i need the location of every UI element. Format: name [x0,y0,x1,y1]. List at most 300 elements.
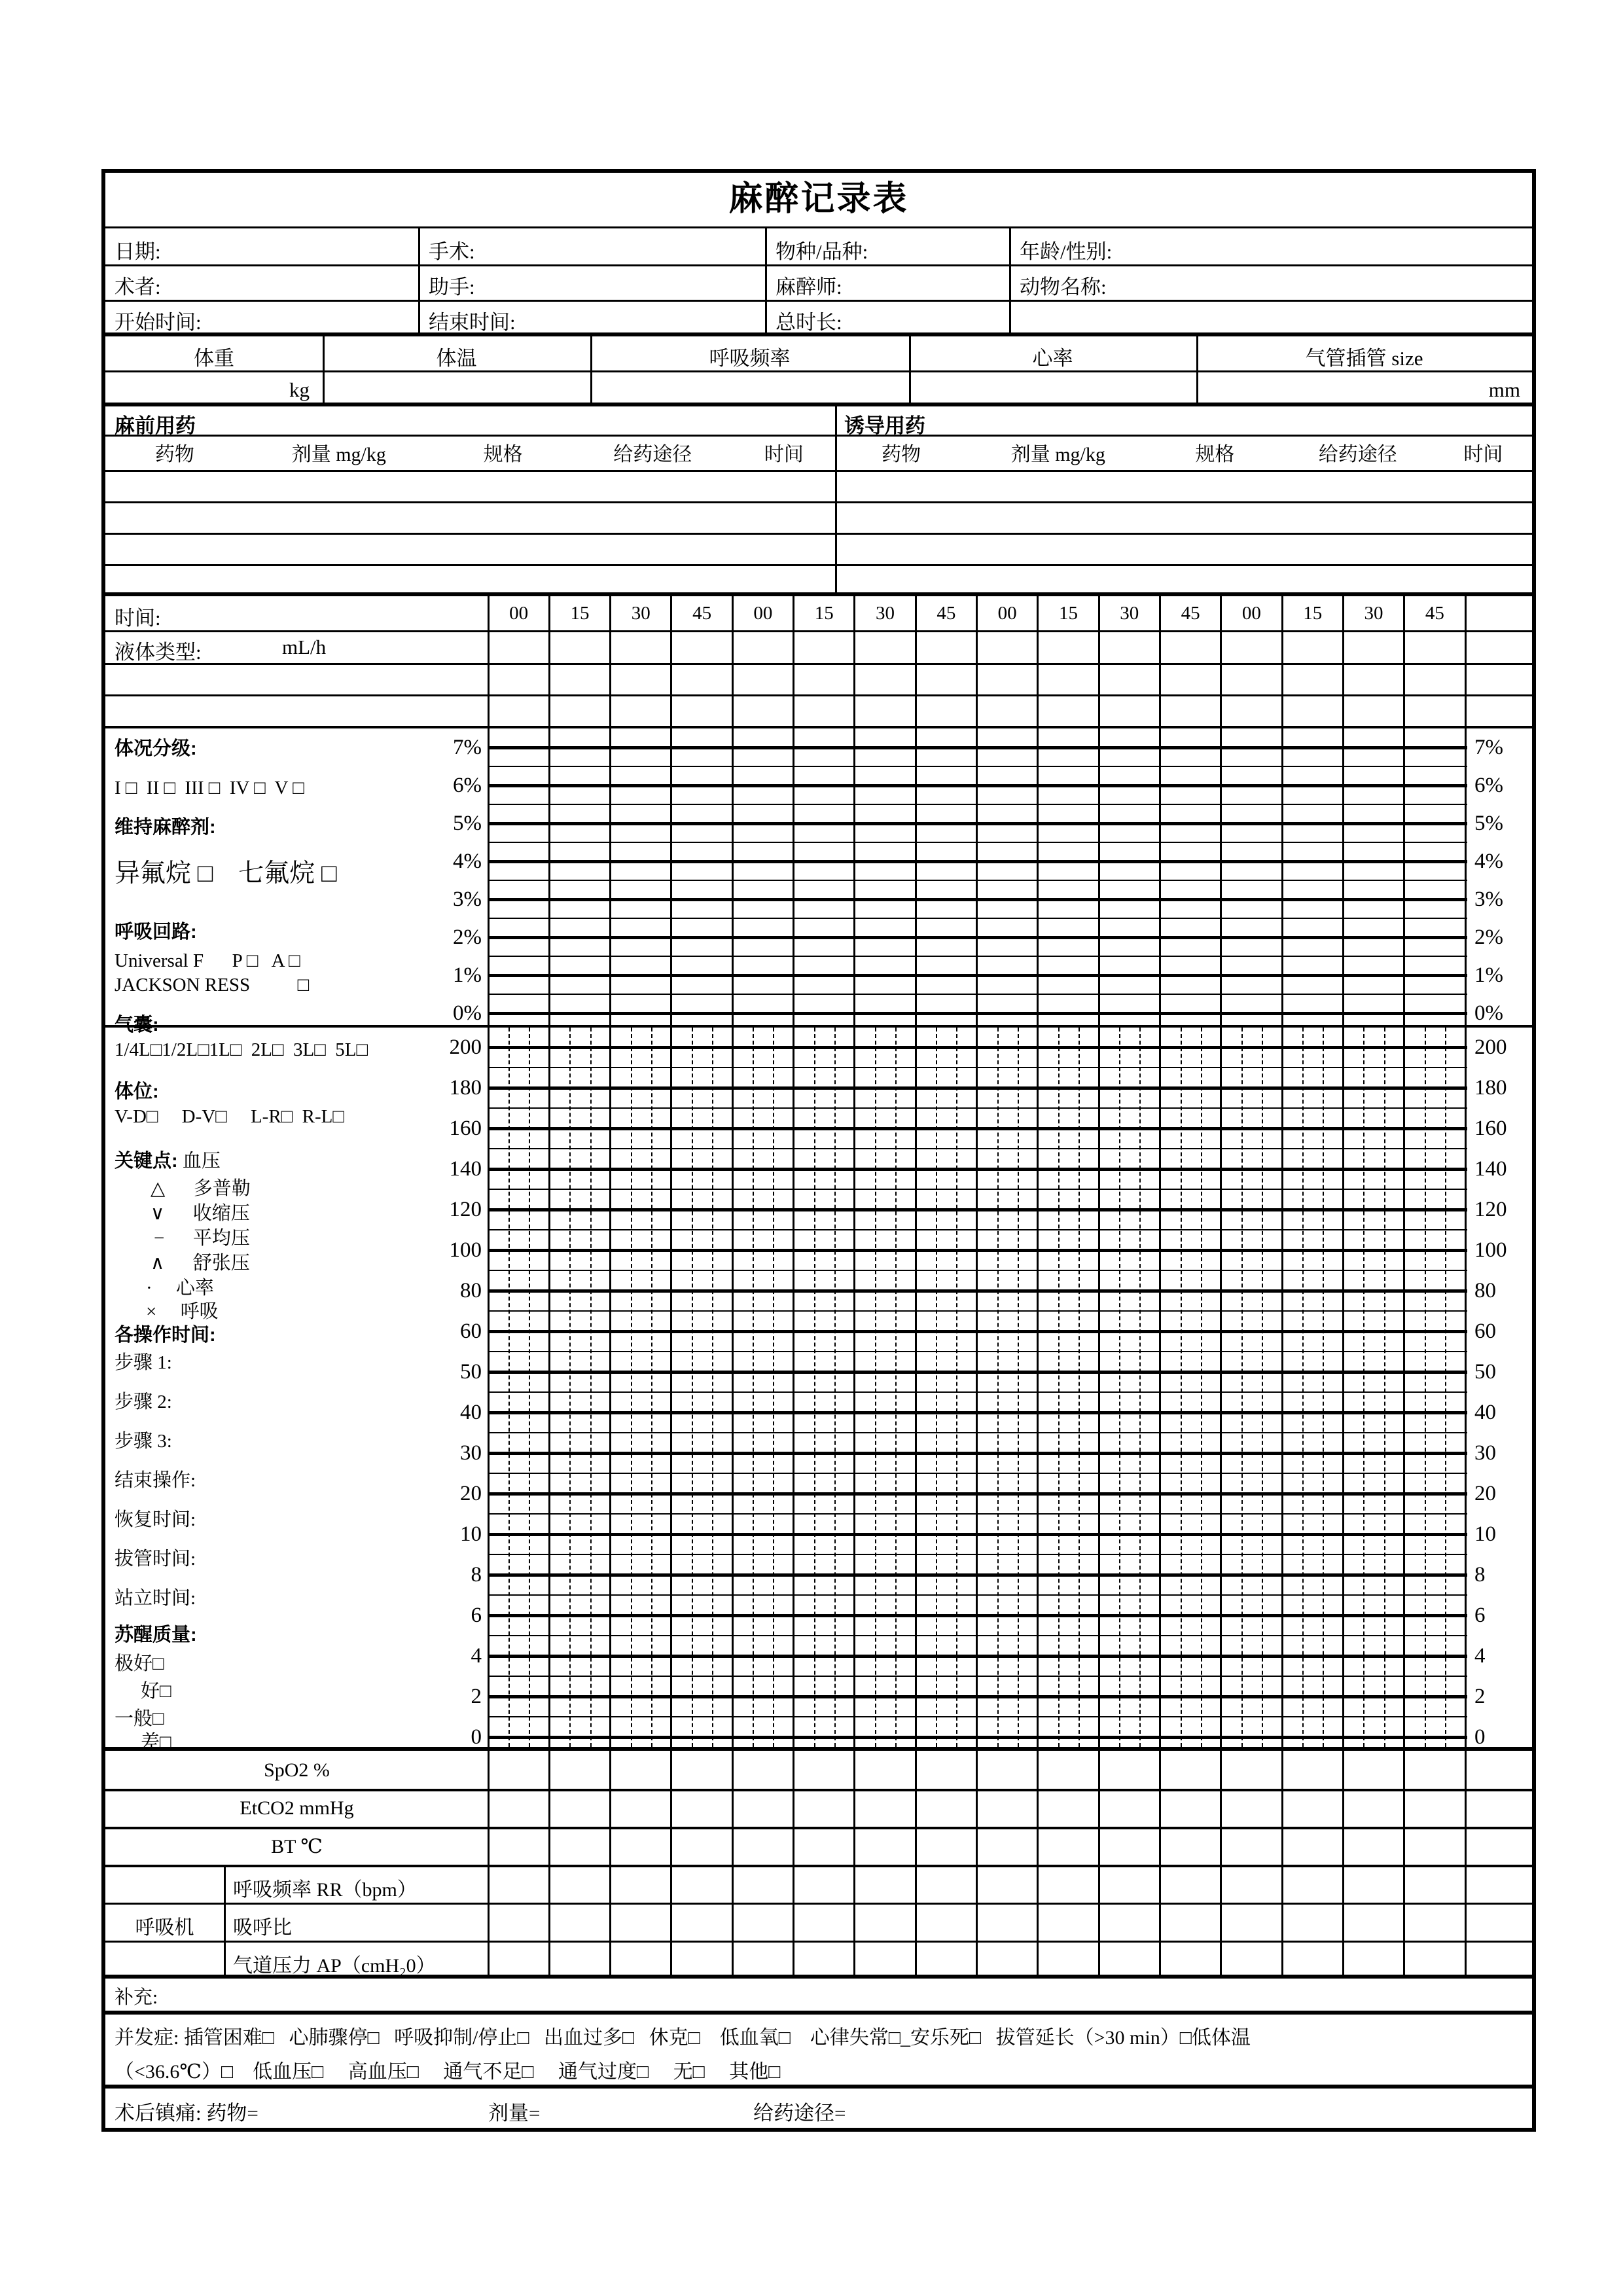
y-axis-label-right: 8 [1474,1563,1486,1587]
checkbox-option-line[interactable]: 一般□ [115,1708,164,1729]
chart-minor-gridline [488,1554,1467,1555]
grid-vline [793,1751,794,1975]
supplement-label: 补充: [115,1987,158,2008]
med-column-header: 时间 [1463,444,1503,465]
grid-vline [609,596,611,726]
heart-rate-header: 心率 [1032,347,1073,370]
chart-minor-gridline [488,766,1467,767]
chart-major-gridline [488,1614,1467,1617]
dashed-subcolumn-line [569,1028,571,1747]
dashed-subcolumn-line [1262,1028,1263,1747]
grid-vline [793,596,794,726]
dashed-subcolumn-line [692,1028,693,1747]
dashed-subcolumn-line [895,1028,897,1747]
dashed-subcolumn-line [1181,1028,1182,1747]
chart-minor-gridline [488,994,1467,995]
y-axis-label-right: 200 [1474,1035,1507,1059]
y-axis-label-right: 4% [1474,850,1503,873]
y-axis-label-left: 40 [460,1401,482,1424]
species-field-label[interactable]: 物种/品种: [776,240,868,263]
y-axis-label-right: 2% [1474,925,1503,949]
y-axis-label-left: 60 [460,1319,482,1343]
grid-vline [1037,596,1039,726]
y-axis-label-right: 0% [1474,1001,1503,1025]
side-panel-label: 维持麻醉剂: [115,817,216,838]
chart-major-gridline [488,1046,1467,1049]
side-panel-label: 结束操作: [115,1470,196,1491]
chart-minor-gridline [488,1473,1467,1474]
y-axis-label-right: 1% [1474,963,1503,987]
time-cell: 00 [509,603,529,624]
checkbox-option-line[interactable]: 异氟烷 □ 七氟烷 □ [115,859,337,888]
dashed-subcolumn-line [1119,1028,1120,1747]
chart-minor-gridline [488,1067,1467,1068]
y-axis-label-right: 60 [1474,1319,1496,1343]
y-axis-label-left: 3% [453,888,482,911]
y-axis-label-right: 6% [1474,774,1503,797]
grid-vline [1403,596,1405,726]
ie-ratio-row-label: 吸呼比 [233,1917,292,1939]
chart-minor-gridline [488,1635,1467,1636]
y-axis-label-right: 4 [1474,1644,1486,1668]
side-panel-label: 站立时间: [115,1588,196,1609]
checkbox-option-line[interactable]: 极好□ [115,1653,164,1674]
chart-major-gridline [488,1012,1467,1015]
grid-vline [1465,596,1467,726]
grid-vline [793,1028,794,1747]
chart-major-gridline [488,746,1467,749]
time-cell: 45 [692,603,712,624]
y-axis-label-right: 10 [1474,1522,1496,1546]
postop-analgesia-row[interactable] [105,2089,1532,2128]
weight-header: 体重 [194,347,234,370]
resp-rate-header: 呼吸频率 [709,347,791,370]
grid-vline [976,1028,978,1747]
side-panel-label: 步骤 2: [115,1391,172,1412]
animal-name-field-label[interactable]: 动物名称: [1020,276,1107,298]
y-axis-label-left: 10 [460,1522,482,1546]
chart-minor-gridline [488,1513,1467,1515]
grid-vline [1037,1028,1039,1747]
dashed-subcolumn-line [936,1028,937,1747]
y-axis-label-left: 160 [449,1117,482,1140]
dashed-subcolumn-line [1058,1028,1060,1747]
assistant-field-label[interactable]: 助手: [429,276,475,298]
temp-header: 体温 [436,347,477,370]
grid-vline [609,1751,611,1975]
med-column-header: 规格 [483,444,523,465]
y-axis-label-right: 100 [1474,1238,1507,1262]
grid-vline [1098,1751,1100,1975]
y-axis-label-left: 4 [471,1644,482,1668]
side-panel-label: 体位: [115,1081,159,1102]
side-panel-label: △ 多普勒 [151,1178,251,1199]
chart-major-gridline [488,1411,1467,1414]
y-axis-label-right: 3% [1474,888,1503,911]
dashed-subcolumn-line [651,1028,652,1747]
grid-vline [915,1028,917,1747]
checkbox-option-line[interactable]: 1/4L□1/2L□1L□ 2L□ 3L□ 5L□ [115,1039,368,1060]
chart-major-gridline [488,1127,1467,1130]
time-cell: 15 [1058,603,1078,624]
postop-drug-label[interactable]: 术后镇痛: 药物= [115,2102,259,2125]
time-cell: 00 [997,603,1017,624]
med-column-header: 给药途径 [613,444,692,465]
side-panel-label: ∧ 舒张压 [151,1253,250,1274]
y-axis-label-left: 50 [460,1360,482,1384]
grid-vline [853,1028,855,1747]
grid-vline [732,728,734,1025]
premed-section-title: 麻前用药 [115,414,196,437]
grid-vline [1342,1028,1344,1747]
time-cell: 00 [1241,603,1261,624]
y-axis-label-right: 160 [1474,1117,1507,1140]
dashed-subcolumn-line [814,1028,815,1747]
side-panel-label: 拔管时间: [115,1549,196,1570]
dashed-subcolumn-line [1201,1028,1202,1747]
chart-minor-gridline [488,842,1467,843]
time-cell: 30 [631,603,651,624]
chart-major-gridline [488,974,1467,977]
grid-vline [1098,728,1100,1025]
dashed-subcolumn-line [1241,1028,1243,1747]
form-title-row [105,173,1532,228]
chart-minor-gridline [488,1676,1467,1677]
y-axis-label-right: 2 [1474,1685,1486,1708]
chart-major-gridline [488,1452,1467,1455]
grid-vline [488,596,490,726]
y-axis-label-left: 120 [449,1198,482,1221]
grid-vline [1159,596,1161,726]
y-axis-label-left: 0% [453,1001,482,1025]
dashed-subcolumn-line [1018,1028,1019,1747]
time-cell: 15 [814,603,834,624]
time-cell: 15 [570,603,590,624]
grid-vline [976,1751,978,1975]
y-axis-label-right: 50 [1474,1360,1496,1384]
grid-vline [1159,728,1161,1025]
time-cell: 15 [1303,603,1323,624]
grid-vline [915,728,917,1025]
grid-vline [1465,1028,1467,1747]
complications-line2[interactable]: （<36.6℃）□ 低血压□ 高血压□ 通气不足□ 通气过度□ 无□ 其他□ [115,2061,781,2083]
dashed-subcolumn-line [997,1028,999,1747]
dashed-subcolumn-line [956,1028,957,1747]
chart-minor-gridline [488,1310,1467,1312]
grid-vline [418,228,420,332]
grid-hline [105,533,1532,535]
end-time-field-label[interactable]: 结束时间: [429,311,516,334]
fluid-type-label[interactable]: 液体类型: [115,641,202,664]
ventilator-label: 呼吸机 [135,1917,194,1939]
grid-vline [1342,1751,1344,1975]
chart-major-gridline [488,1086,1467,1090]
grid-vline [1159,1028,1161,1747]
dashed-subcolumn-line [773,1028,774,1747]
dashed-subcolumn-line [1363,1028,1364,1747]
et-tube-header: 气管插管 size [1305,347,1423,370]
age-sex-field-label[interactable]: 年龄/性别: [1020,240,1113,263]
grid-vline [670,1751,672,1975]
surgery-field-label[interactable]: 手术: [429,240,475,263]
grid-vline [1037,1751,1039,1975]
med-column-header: 药物 [154,444,194,465]
dashed-subcolumn-line [1302,1028,1304,1747]
grid-vline [1465,1751,1467,1975]
tube-unit: mm [1488,378,1520,401]
y-axis-label-left: 1% [453,963,482,987]
chart-minor-gridline [488,1391,1467,1393]
grid-vline [1220,1751,1222,1975]
grid-vline [1159,1751,1161,1975]
grid-vline [1098,1028,1100,1747]
y-axis-label-right: 80 [1474,1279,1496,1302]
side-panel-label: 体况分级: [115,738,197,759]
grid-vline [670,596,672,726]
chart-major-gridline [488,822,1467,825]
checkbox-option-line[interactable]: 差□ [141,1732,171,1753]
y-axis-label-left: 200 [449,1035,482,1059]
etco2-row-label: EtCO2 mmHg [240,1797,354,1819]
med-column-header: 药物 [882,444,921,465]
premed-column-headers [105,435,835,470]
grid-vline [853,728,855,1025]
side-panel-label-suffix: 血压 [177,1151,221,1172]
time-cell: 45 [1181,603,1200,624]
grid-vline [853,1751,855,1975]
complications-row[interactable] [105,2015,1532,2089]
dashed-subcolumn-line [631,1028,632,1747]
y-axis-label-right: 40 [1474,1401,1496,1424]
side-options-panel [105,726,488,1751]
side-panel-label: 步骤 3: [115,1431,172,1452]
complications-line1[interactable]: 并发症: 插管困难□ 心肺骤停□ 呼吸抑制/停止□ 出血过多□ 休克□ 低血氧□ 心律失常□_安乐死□ 拔管延长（>30 min）□低体温 [115,2027,1251,2049]
vitals-table [105,336,1532,406]
grid-hline [105,663,1532,665]
side-panel-label: · 心率 [146,1278,214,1299]
postop-dose-label[interactable]: 剂量= [488,2102,541,2125]
side-panel-label: − 平均压 [154,1228,250,1249]
dashed-subcolumn-line [834,1028,836,1747]
chart-minor-gridline [488,1189,1467,1190]
dashed-subcolumn-line [1425,1028,1426,1747]
grid-vline [1403,728,1405,1025]
bt-row-label: BT ℃ [271,1836,323,1857]
y-axis-label-right: 140 [1474,1157,1507,1181]
dashed-subcolumn-line [1323,1028,1324,1747]
chart-major-gridline [488,1289,1467,1293]
time-cell: 30 [1364,603,1383,624]
time-cell: 30 [1120,603,1139,624]
y-axis-label-left: 6% [453,774,482,797]
grid-hline [105,1789,1532,1791]
y-axis-label-right: 20 [1474,1482,1496,1505]
anesthesia-record-form [101,169,1536,2132]
chart-minor-gridline [488,1107,1467,1109]
y-axis-label-right: 0 [1474,1725,1486,1749]
checkbox-option-line[interactable]: V-D□ D-V□ L-R□ R-L□ [115,1106,344,1127]
grid-hline [105,501,1532,503]
dashed-subcolumn-line [712,1028,713,1747]
med-column-header: 时间 [764,444,804,465]
y-axis-label-right: 5% [1474,812,1503,835]
chart-major-gridline [488,1249,1467,1252]
y-axis-label-left: 2 [471,1685,482,1708]
page-title: 麻醉记录表 [728,180,909,218]
grid-hline [105,1865,1532,1867]
side-panel-label: 恢复时间: [115,1509,196,1530]
duration-field-label[interactable]: 总时长: [776,311,842,334]
y-axis-label-right: 7% [1474,736,1503,759]
checkbox-option-line[interactable]: Universal F P □ A □ [115,950,300,971]
y-axis-label-left: 80 [460,1279,482,1302]
dashed-subcolumn-line [1139,1028,1141,1747]
grid-vline [732,596,734,726]
y-axis-label-right: 30 [1474,1441,1496,1465]
induction-section-title: 诱导用药 [844,414,925,437]
chart-minor-gridline [488,1594,1467,1596]
grid-vline [732,1028,734,1747]
dashed-subcolumn-line [1384,1028,1385,1747]
chart-minor-gridline [488,880,1467,881]
side-panel-label: 呼吸回路: [115,922,197,942]
grid-vline [853,596,855,726]
grid-vline [1465,728,1467,1025]
chart-minor-gridline [488,1351,1467,1352]
grid-vline [548,728,550,1025]
time-cell: 00 [753,603,773,624]
dashed-subcolumn-line [590,1028,592,1747]
grid-vline [1220,728,1222,1025]
chart-major-gridline [488,860,1467,863]
chart-major-gridline [488,1371,1467,1374]
chart-major-gridline [488,1168,1467,1171]
weight-unit: kg [289,378,310,401]
grid-hline [105,694,1532,696]
y-axis-label-left: 7% [453,736,482,759]
dashed-subcolumn-line [753,1028,754,1747]
y-axis-label-right: 6 [1474,1604,1486,1627]
y-axis-label-left: 140 [449,1157,482,1181]
grid-vline [1098,596,1100,726]
chart-major-gridline [488,784,1467,787]
chart-major-gridline [488,1330,1467,1333]
grid-vline [976,728,978,1025]
grid-vline [609,728,611,1025]
dashed-subcolumn-line [875,1028,876,1747]
grid-vline [488,1751,490,1975]
grid-hline [105,1827,1532,1829]
chart-minor-gridline [488,804,1467,805]
chart-minor-gridline [488,918,1467,919]
grid-hline [105,470,1532,472]
chart-minor-gridline [488,1229,1467,1230]
chart-major-gridline [488,1208,1467,1211]
checkbox-option-line[interactable]: 好□ [141,1681,171,1702]
info-table [105,228,1532,336]
supplement-row[interactable] [105,1979,1532,2015]
rr-row-label: 呼吸频率 RR（bpm） [233,1879,417,1901]
dashed-subcolumn-line [529,1028,530,1747]
y-axis-label-left: 0 [471,1725,482,1749]
time-row-label: 时间: [115,607,161,630]
grid-vline [1009,228,1011,332]
chart-minor-gridline [488,956,1467,957]
dashed-subcolumn-line [1079,1028,1080,1747]
postop-route-label[interactable]: 给药途径= [753,2102,846,2125]
grid-vline [976,596,978,726]
y-axis-label-right: 180 [1474,1076,1507,1100]
grid-hline [105,1903,1532,1905]
chart-minor-gridline [488,1148,1467,1149]
time-cell: 45 [1425,603,1444,624]
y-axis-label-left: 180 [449,1076,482,1100]
y-axis-label-left: 30 [460,1441,482,1465]
grid-hline [105,630,1532,632]
grid-vline [1037,728,1039,1025]
airway-pressure-row-label: 气道压力 AP（cmH₂0） [233,1955,436,1977]
grid-hline [105,264,1532,266]
grid-vline [732,1751,734,1975]
y-axis-label-left: 20 [460,1482,482,1505]
grid-vline [1220,596,1222,726]
grid-vline [609,1028,611,1747]
side-panel-label: 关键点: 血压 [115,1151,221,1172]
grid-vline [1403,1028,1405,1747]
side-panel-label: ∨ 收缩压 [151,1203,250,1224]
y-axis-label-left: 6 [471,1604,482,1627]
med-column-header: 剂量 mg/kg [1010,444,1105,465]
chart-major-gridline [488,1533,1467,1536]
grid-vline [1220,1028,1222,1747]
grid-vline [915,596,917,726]
side-panel-label: 苏醒质量: [115,1624,197,1645]
medication-table [105,406,1532,596]
grid-vline [548,1751,550,1975]
chart-minor-gridline [488,1716,1467,1717]
med-column-header: 给药途径 [1318,444,1397,465]
y-axis-label-left: 8 [471,1563,482,1587]
surgeon-field-label[interactable]: 术者: [115,276,161,298]
time-cell: 30 [876,603,895,624]
dashed-subcolumn-line [1445,1028,1446,1747]
induction-column-headers [835,435,1532,470]
fluid-unit-label: mL/h [282,636,327,658]
grid-vline [670,728,672,1025]
y-axis-label-right: 120 [1474,1198,1507,1221]
side-panel-label: × 呼吸 [146,1301,219,1322]
grid-vline [915,1751,917,1975]
chart-major-gridline [488,1573,1467,1577]
chart-major-gridline [488,1655,1467,1658]
chart-major-gridline [488,898,1467,901]
anesthetist-field-label[interactable]: 麻醉师: [776,276,842,298]
grid-hline [105,300,1532,302]
y-axis-label-left: 2% [453,925,482,949]
grid-vline [1342,728,1344,1025]
time-fluid-rows [105,596,1532,726]
monitor-rows [105,1751,1532,1979]
start-time-field-label[interactable]: 开始时间: [115,311,202,334]
side-panel-label: 各操作时间: [115,1325,216,1346]
grid-vline [548,1028,550,1747]
date-field-label[interactable]: 日期: [115,240,161,263]
grid-vline [1403,1751,1405,1975]
time-cell: 45 [936,603,956,624]
checkbox-option-line[interactable]: JACKSON RESS □ [115,975,310,996]
grid-vline [793,728,794,1025]
grid-vline [670,1028,672,1747]
